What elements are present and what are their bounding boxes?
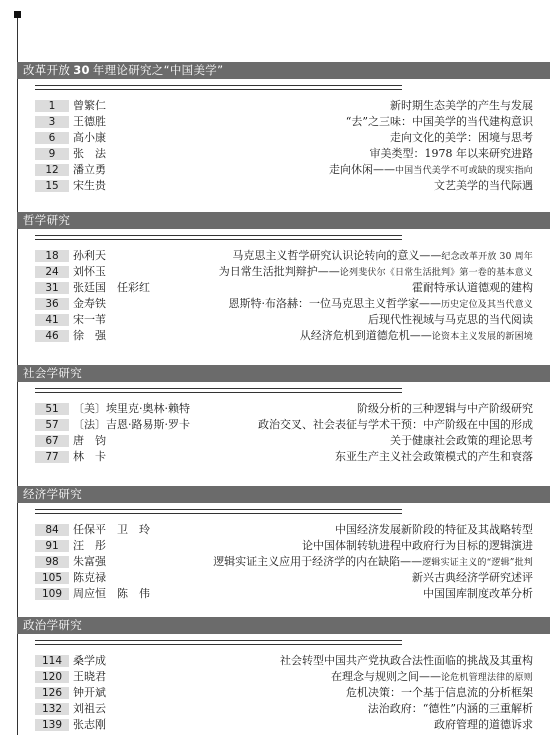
article-subtitle: 历史定位及其当代意义 xyxy=(440,300,533,310)
toc-entry[interactable] xyxy=(17,312,550,328)
article-main-title: 危机决策：一个基于信息流的分析框架 xyxy=(346,686,533,699)
article-subtitle: 论资本主义发展的新困境 xyxy=(431,332,533,342)
section-header xyxy=(17,617,550,634)
article-title xyxy=(423,586,533,602)
author-name: 金寿铁 xyxy=(73,297,106,310)
article-main-title: 社会转型中国共产党执政合法性面临的挑战及其重构 xyxy=(280,654,533,667)
toc-entry[interactable] xyxy=(17,162,550,178)
article-title xyxy=(412,280,533,296)
toc-entry[interactable] xyxy=(17,586,550,602)
page-number: 46 xyxy=(35,330,69,342)
article-title xyxy=(390,130,533,146)
article-main-title: 从经济危机到道德危机—— xyxy=(299,329,432,342)
section-rule xyxy=(35,89,402,90)
section-rule xyxy=(35,509,402,510)
section-title: 经济学研究 xyxy=(23,487,82,501)
author-name: 王晓君 xyxy=(73,670,106,683)
article-title xyxy=(335,449,533,465)
entry-list xyxy=(17,248,550,344)
toc-entry[interactable] xyxy=(17,417,550,433)
author-name: 〔法〕吉恩·路易斯·罗卡 xyxy=(73,418,190,431)
article-title xyxy=(412,570,533,586)
article-title xyxy=(390,433,533,449)
page-number: 91 xyxy=(35,540,69,552)
section-rule xyxy=(35,513,402,514)
page-number: 6 xyxy=(35,132,69,144)
corner-marker xyxy=(14,11,21,18)
toc-entry[interactable] xyxy=(17,296,550,312)
article-main-title: “去”之三味：中国美学的当代建构意识 xyxy=(345,115,533,128)
entry-list xyxy=(17,98,550,194)
article-subtitle: 中国当代美学不可或缺的现实指向 xyxy=(394,166,533,176)
page-number: 15 xyxy=(35,180,69,192)
toc-entry[interactable] xyxy=(17,130,550,146)
page-number: 126 xyxy=(35,687,69,699)
article-main-title: 审美类型：1978 年以来研究进路 xyxy=(369,147,533,160)
page-number: 132 xyxy=(35,703,69,715)
author-name: 王德胜 xyxy=(73,115,106,128)
page-number: 31 xyxy=(35,282,69,294)
toc-entry[interactable] xyxy=(17,653,550,669)
toc-entry[interactable] xyxy=(17,248,550,264)
author-name: 张廷国 任彩红 xyxy=(73,281,150,294)
section-rule xyxy=(35,388,402,389)
article-main-title: 走向文化的美学：困境与思考 xyxy=(390,131,533,144)
page-number: 24 xyxy=(35,266,69,278)
article-subtitle: 逻辑实证主义的“逻辑”批判 xyxy=(422,558,533,568)
article-main-title: 后现代性视域与马克思的当代阅读 xyxy=(368,313,533,326)
toc-entry[interactable] xyxy=(17,717,550,733)
section-header xyxy=(17,62,550,79)
article-subtitle: 论列斐伏尔《日常生活批判》第一卷的基本意义 xyxy=(339,268,533,278)
author-name: 唐 钧 xyxy=(73,434,106,447)
toc-section xyxy=(17,365,550,465)
article-main-title: 霍耐特承认道德观的建构 xyxy=(412,281,533,294)
author-name: 任保平 卫 玲 xyxy=(73,523,150,536)
article-title xyxy=(434,717,533,733)
author-name: 张志刚 xyxy=(73,718,106,731)
article-main-title: 中国国库制度改革分析 xyxy=(423,587,533,600)
section-title: 改革开放 xyxy=(23,63,71,77)
article-title xyxy=(434,178,533,194)
article-main-title: 新兴古典经济学研究述评 xyxy=(412,571,533,584)
page-number: 120 xyxy=(35,671,69,683)
toc-entry[interactable] xyxy=(17,554,550,570)
section-rule xyxy=(35,239,402,240)
section-title-number: 30 xyxy=(73,63,90,77)
toc-entry[interactable] xyxy=(17,538,550,554)
article-title xyxy=(329,162,533,179)
author-name: 刘怀玉 xyxy=(73,265,106,278)
author-name: 陈克禄 xyxy=(73,571,106,584)
page-number: 67 xyxy=(35,435,69,447)
toc-entry[interactable] xyxy=(17,264,550,280)
article-title xyxy=(335,522,533,538)
toc-entry[interactable] xyxy=(17,449,550,465)
author-name: 桑学成 xyxy=(73,654,106,667)
author-name: 张 法 xyxy=(73,147,106,160)
article-main-title: 为日常生活批判辩护—— xyxy=(218,265,340,278)
article-main-title: 文艺美学的当代际遇 xyxy=(434,179,533,192)
article-main-title: 法治政府：“德性”内涵的三重解析 xyxy=(367,702,533,715)
page-number: 18 xyxy=(35,250,69,262)
page-number: 105 xyxy=(35,572,69,584)
toc-entry[interactable] xyxy=(17,280,550,296)
article-main-title: 中国经济发展新阶段的特征及其战略转型 xyxy=(335,523,533,536)
page-number: 9 xyxy=(35,148,69,160)
author-name: 宋生贵 xyxy=(73,179,106,192)
entry-list xyxy=(17,401,550,465)
article-title xyxy=(368,312,533,328)
article-main-title: 阶级分析的三种逻辑与中产阶级研究 xyxy=(357,402,533,415)
section-header xyxy=(17,212,550,229)
article-title xyxy=(219,264,533,281)
toc-entry[interactable] xyxy=(17,685,550,701)
article-title xyxy=(213,554,533,571)
article-main-title: 论中国体制转轨进程中政府行为目标的逻辑演进 xyxy=(302,539,533,552)
article-main-title: 政府管理的道德诉求 xyxy=(434,718,533,731)
toc-entry[interactable] xyxy=(17,570,550,586)
page-number: 57 xyxy=(35,419,69,431)
section-title: 政治学研究 xyxy=(23,618,82,632)
entry-list xyxy=(17,522,550,602)
author-name: 林 卡 xyxy=(73,450,106,463)
article-main-title: 东亚生产主义社会政策模式的产生和衰落 xyxy=(335,450,533,463)
article-main-title: 关于健康社会政策的理论思考 xyxy=(390,434,533,447)
toc-entry[interactable] xyxy=(17,98,550,114)
toc-section xyxy=(17,62,550,194)
section-title: 社会学研究 xyxy=(23,366,82,380)
article-title xyxy=(302,538,533,554)
article-title xyxy=(346,685,533,701)
article-title xyxy=(331,669,533,686)
article-main-title: 走向休闲—— xyxy=(328,163,395,176)
page-number: 12 xyxy=(35,164,69,176)
author-name: 〔美〕埃里克·奥林·赖特 xyxy=(73,402,190,415)
article-main-title: 政治交叉、社会表征与学术干预：中产阶级在中国的形成 xyxy=(258,418,533,431)
entry-list xyxy=(17,653,550,733)
article-title xyxy=(368,701,533,717)
section-rule xyxy=(35,392,402,393)
author-name: 周应恒 陈 伟 xyxy=(73,587,150,600)
author-name: 宋一苇 xyxy=(73,313,106,326)
article-main-title: 恩斯特·布洛赫：一位马克思主义哲学家—— xyxy=(228,297,441,310)
toc-entry[interactable] xyxy=(17,328,550,344)
toc-section xyxy=(17,617,550,733)
toc-section xyxy=(17,212,550,344)
article-title xyxy=(280,653,533,669)
section-title-suffix: 年理论研究之“中国美学” xyxy=(92,63,224,77)
toc-entry[interactable] xyxy=(17,433,550,449)
toc-entry[interactable] xyxy=(17,522,550,538)
toc-entry[interactable] xyxy=(17,114,550,130)
author-name: 孙利天 xyxy=(73,249,106,262)
toc-entry[interactable] xyxy=(17,178,550,194)
author-name: 潘立勇 xyxy=(73,163,106,176)
article-main-title: 马克思主义哲学研究认识论转向的意义—— xyxy=(232,249,442,262)
section-header xyxy=(17,486,550,503)
article-title xyxy=(370,146,534,162)
author-name: 刘祖云 xyxy=(73,702,106,715)
toc-entry[interactable] xyxy=(17,401,550,417)
page-number: 1 xyxy=(35,100,69,112)
author-name: 朱富强 xyxy=(73,555,106,568)
author-name: 徐 强 xyxy=(73,329,106,342)
article-subtitle: 论危机管理法律的原则 xyxy=(440,673,533,683)
page-number: 114 xyxy=(35,655,69,667)
page-number: 109 xyxy=(35,588,69,600)
page-number: 77 xyxy=(35,451,69,463)
author-name: 曾繁仁 xyxy=(73,99,106,112)
section-rule xyxy=(35,640,402,641)
author-name: 高小康 xyxy=(73,131,106,144)
author-name: 钟开斌 xyxy=(73,686,106,699)
toc-entry[interactable] xyxy=(17,146,550,162)
section-header xyxy=(17,365,550,382)
article-main-title: 新时期生态美学的产生与发展 xyxy=(390,99,533,112)
article-title xyxy=(346,114,533,130)
section-title: 哲学研究 xyxy=(23,213,71,227)
section-rule xyxy=(35,644,402,645)
page-number: 51 xyxy=(35,403,69,415)
author-name: 汪 彤 xyxy=(73,539,106,552)
toc-entry[interactable] xyxy=(17,669,550,685)
toc-entry[interactable] xyxy=(17,701,550,717)
page-number: 98 xyxy=(35,556,69,568)
article-title xyxy=(357,401,533,417)
article-main-title: 逻辑实证主义应用于经济学的内在缺陷—— xyxy=(213,555,423,568)
section-rule xyxy=(35,85,402,86)
article-title xyxy=(228,296,533,313)
page-number: 41 xyxy=(35,314,69,326)
page-number: 84 xyxy=(35,524,69,536)
page-number: 36 xyxy=(35,298,69,310)
article-title xyxy=(232,248,533,265)
article-subtitle: 纪念改革开放 30 周年 xyxy=(441,252,533,262)
article-title xyxy=(258,417,533,433)
page-number: 3 xyxy=(35,116,69,128)
article-title xyxy=(300,328,533,345)
article-main-title: 在理念与规则之间—— xyxy=(330,670,441,683)
article-title xyxy=(390,98,533,114)
page-number: 139 xyxy=(35,719,69,731)
section-rule xyxy=(35,235,402,236)
toc-section xyxy=(17,486,550,602)
